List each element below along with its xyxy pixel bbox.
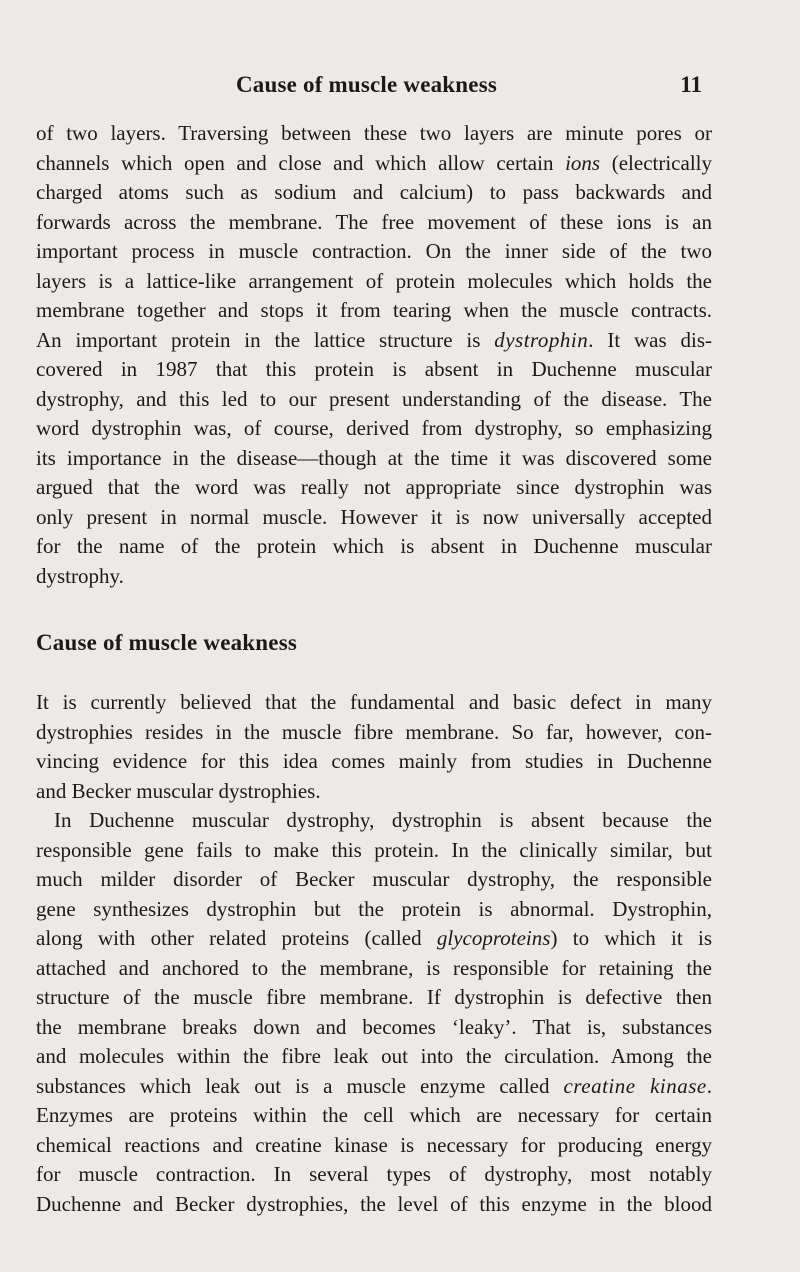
text-line: word dystrophin was, of course, derived from dystrophy, so emphasizing bbox=[36, 416, 712, 440]
text-line: forwards across the membrane. The free movement of these ions is an bbox=[36, 209, 712, 234]
text-line: membrane together and stops it from tearing when the muscle contracts. bbox=[36, 298, 712, 322]
page-number: 11 bbox=[680, 72, 702, 97]
text-line: responsible gene fails to make this protein. In the clinically similar, but bbox=[36, 837, 712, 862]
text-line: and molecules within the fibre leak out into the circulation. Among the bbox=[36, 1044, 712, 1068]
term-creatine-kinase: creatine kinase bbox=[563, 1073, 707, 1098]
text-line: vincing evidence for this idea comes mainly from studies in Duchenne bbox=[36, 749, 712, 773]
running-title: Cause of muscle weakness bbox=[236, 72, 497, 97]
continued-paragraph bbox=[36, 119, 712, 591]
text-line: important process in muscle contraction. On the inner side of the two bbox=[36, 239, 712, 263]
text-line: In Duchenne muscular dystrophy, dystrophin is absent because the bbox=[54, 808, 712, 832]
text-line: covered in 1987 that this protein is absent in Duchenne muscular bbox=[36, 357, 712, 381]
term-glycoproteins: glycoproteins bbox=[436, 926, 551, 950]
text-line: for the name of the protein which is absent in Duchenne muscular bbox=[36, 534, 712, 558]
section-body bbox=[36, 688, 712, 1219]
text-line: dystrophy, and this led to our present understanding of the disease. The bbox=[36, 386, 712, 411]
running-head bbox=[36, 72, 702, 106]
text-line: only present in normal muscle. However it is now universally accepted bbox=[36, 504, 712, 529]
text-line: channels which open and close and which allow certain ions (electrically bbox=[36, 150, 712, 175]
text-line: substances which leak out is a muscle enzyme called creatine kinase. bbox=[36, 1073, 712, 1098]
text-line: chemical reactions and creatine kinase is necessary for producing energy bbox=[36, 1132, 712, 1157]
text-line: It is currently believed that the fundamental and basic defect in many bbox=[36, 690, 712, 714]
term-dystrophin: dystrophin bbox=[494, 327, 589, 352]
text-line: much milder disorder of Becker muscular dystrophy, the responsible bbox=[36, 867, 712, 891]
text-line: Enzymes are proteins within the cell which are necessary for certain bbox=[36, 1103, 712, 1127]
text-line: charged atoms such as sodium and calcium) to pass backwards and bbox=[36, 180, 712, 204]
text-line: Duchenne and Becker dystrophies, the level of this enzyme in the blood bbox=[36, 1191, 712, 1216]
text-line: the membrane breaks down and becomes ‘leaky’. That is, substances bbox=[36, 1014, 712, 1039]
text-line: its importance in the disease—though at the time it was discovered some bbox=[36, 445, 712, 470]
text-line: dystrophies resides in the muscle fibre membrane. So far, however, con- bbox=[36, 719, 712, 744]
text-line: along with other related proteins (called glycoproteins) to which it is bbox=[36, 926, 712, 950]
section-heading: Cause of muscle weakness bbox=[36, 630, 297, 655]
text-line: An important protein in the lattice structure is dystrophin. It was dis- bbox=[36, 327, 712, 352]
text-line: and Becker muscular dystrophies. bbox=[36, 778, 321, 803]
text-line: attached and anchored to the membrane, is responsible for retaining the bbox=[36, 955, 712, 980]
text-line: gene synthesizes dystrophin but the protein is abnormal. Dystrophin, bbox=[36, 896, 712, 921]
text-line: of two layers. Traversing between these two layers are minute pores or bbox=[36, 121, 712, 145]
text-line: layers is a lattice-like arrangement of protein molecules which holds the bbox=[36, 268, 712, 293]
text-line: argued that the word was really not appropriate since dystrophin was bbox=[36, 475, 712, 499]
term-ions: ions bbox=[565, 150, 601, 175]
text-line: dystrophy. bbox=[36, 563, 124, 588]
text-line: for muscle contraction. In several types of dystrophy, most notably bbox=[36, 1162, 712, 1186]
text-line: structure of the muscle fibre membrane. If dystrophin is defective then bbox=[36, 985, 712, 1009]
